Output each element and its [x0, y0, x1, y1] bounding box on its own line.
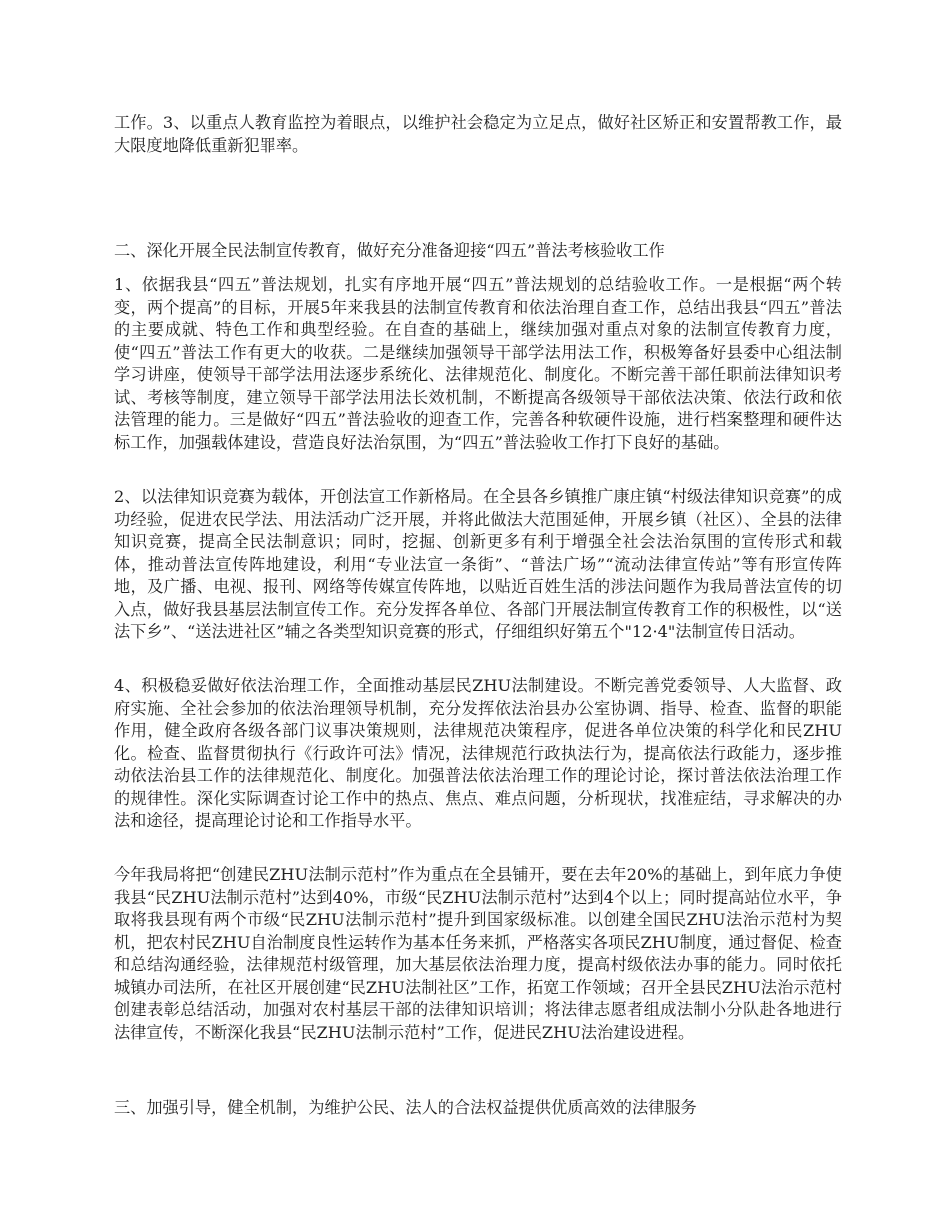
- item-2-paragraph: 2、以法律知识竞赛为载体，开创法宣工作新格局。在全县各乡镇推广康庄镇“村级法律知识竞赛”的成功经验，促进农民学法、用法活动广泛开展，并将此做法大范围延伸，开展乡镇（社区）、全县的法律知识竞赛，提高全民法制意识；同时，挖掘、创新更多有利于增强全社会法治氛围的宣传形式和载体，推动普法宣传阵地建设，利用“专业法宣一条街”、“普法广场”“流动法律宣传站”等有形宣传阵地，及广播、电视、报刊、网络等传媒宣传阵地，以贴近百姓生活的涉法问题作为我局普法宣传的切入点，做好我县基层法制宣传工作。充分发挥各单位、各部门开展法制宣传教育工作的积极性，以“送法下乡”、“送法进社区”辅之各类型知识竞赛的形式，仔细组织好第五个"12·4"法制宣传日活动。: [114, 487, 842, 641]
- intro-paragraph: 工作。3、以重点人教育监控为着眼点，以维护社会稳定为立足点，做好社区矫正和安置帮教工作，最大限度地降低重新犯罪率。: [114, 113, 842, 155]
- item-1-paragraph: 1、依据我县“四五”普法规划，扎实有序地开展“四五”普法规划的总结验收工作。一是根据“两个转变，两个提高”的目标，开展5年来我县的法制宣传教育和依法治理自查工作，总结出我县“四五”普法的主要成就、特色工作和典型经验。在自查的基础上，继续加强对重点对象的法制宣传教育力度，使“四五”普法工作有更大的收获。二是继续加强领导干部学法用法工作，积极筹备好县委中心组法制学习讲座，使领导干部学法用法逐步系统化、法律规范化、制度化。不断完善干部任职前法律知识考试、考核等制度，建立领导干部学法用法长效机制，不断提高各级领导干部依法决策、依法行政和依法管理的能力。三是做好“四五”普法验收的迎查工作，完善各种软硬件设施，进行档案整理和硬件达标工作，加强载体建设，营造良好法治氛围，为“四五”普法验收工作打下良好的基础。: [114, 275, 842, 452]
- demo-village-paragraph: 今年我局将把“创建民ZHU法制示范村”作为重点在全县铺开，要在去年20%的基础上，到年底力争使我县“民ZHU法制示范村”达到40%，市级“民ZHU法制示范村”达到4个以上；同时提高站位水平，争取将我县现有两个市级“民ZHU法制示范村”提升到国家级标准。以创建全国民ZHU法治示范村为契机，把农村民ZHU自治制度良性运转作为基本任务来抓，严格落实各项民ZHU制度，通过督促、检查和总结沟通经验，法律规范村级管理，加大基层依法治理力度，提高村级依法办事的能力。同时依托城镇办司法所，在社区开展创建“民ZHU法制社区”工作，拓宽工作领域；召开全县民ZHU法治示范村创建表彰总结活动，加强对农村基层干部的法律知识培训；将法律志愿者组成法制小分队赴各地进行法律宣传，不断深化我县“民ZHU法制示范村”工作，促进民ZHU法治建设进程。: [114, 865, 842, 1042]
- section-2-heading: 二、深化开展全民法制宣传教育，做好充分准备迎接“四五”普法考核验收工作: [114, 241, 665, 260]
- section-3-heading: 三、加强引导，健全机制，为维护公民、法人的合法权益提供优质高效的法律服务: [114, 1098, 697, 1117]
- item-4-paragraph: 4、积极稳妥做好依法治理工作，全面推动基层民ZHU法制建设。不断完善党委领导、人大监督、政府实施、全社会参加的依法治理领导机制，充分发挥依法治县办公室协调、指导、检查、监督的职能作用，健全政府各级各部门议事决策规则，法律规范决策程序，促进各单位决策的科学化和民ZHU化。检查、监督贯彻执行《行政许可法》情况，法律规范行政执法行为，提高依法行政能力，逐步推动依法治县工作的法律规范化、制度化。加强普法依法治理工作的理论讨论，探讨普法依法治理工作的规律性。深化实际调查讨论工作中的热点、焦点、难点问题，分析现状，找准症结，寻求解决的办法和途径，提高理论讨论和工作指导水平。: [114, 676, 842, 830]
